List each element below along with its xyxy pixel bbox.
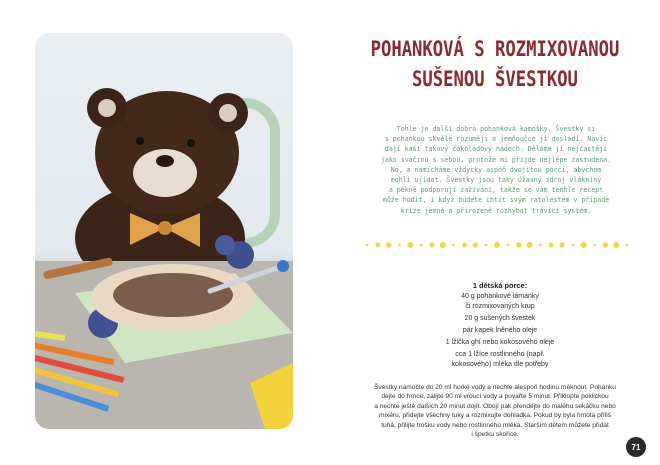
decorative-dot <box>516 242 521 247</box>
decorative-dot <box>506 244 509 247</box>
intro-line: s pohankou skvěle rozumějí a jemňoučce ji dosladí. Navíc <box>384 135 608 144</box>
bear-eye-right <box>187 139 195 147</box>
bear-eye-left <box>136 137 144 145</box>
decorative-dot <box>375 243 380 248</box>
recipe-title-line: SUŠENOU ŠVESTKOU <box>412 67 578 91</box>
recipe-title-line: POHANKOVÁ S ROZMIXOVANOU <box>370 37 620 61</box>
decorative-dot <box>527 242 533 248</box>
decorative-dot <box>593 244 596 247</box>
recipe-photo <box>35 33 293 429</box>
decorative-dot <box>613 242 619 248</box>
bow-knot <box>158 221 172 235</box>
decorative-dot <box>462 243 467 248</box>
decorative-dot <box>626 244 629 247</box>
decorative-dot <box>407 242 413 248</box>
bear-ear-inner-left <box>98 99 116 117</box>
intro-line: dají kaši takový čokoládový nádech. Děláme ji nejčastěji <box>384 145 608 154</box>
decorative-dot <box>420 244 423 247</box>
ingredient-line: 40 g pohankové lámanky <box>461 293 539 300</box>
decorative-dot <box>452 244 455 247</box>
intro-line: a pěkně podporují zažívání, takže se vám tenhle recept <box>388 186 604 195</box>
intro-line: mohli ujídat. Švestky jsou taky úžasný zdroj vlákniny <box>390 176 602 185</box>
method-line: mixéru, přidejte všechny tuky a rozmixujte dohladka. Pokud by byla hmota příliš <box>379 412 611 420</box>
ingredient-item <box>400 326 600 336</box>
intro-line: může hodit, i když budete chtít svým ratolestem v případě <box>382 196 610 205</box>
method-paragraph <box>350 383 640 439</box>
method-line: i špetku skořice. <box>471 431 519 439</box>
decorative-dot <box>581 242 587 248</box>
spoon-handle <box>277 260 289 272</box>
intro-line: jako svačinu s sebou, protože mi přijde nejlépe zastudena. <box>380 155 612 164</box>
plum-2 <box>215 235 235 255</box>
decorative-dot <box>549 243 554 248</box>
decorative-dot <box>539 244 542 247</box>
decorative-dot <box>603 242 608 247</box>
recipe-photo-illustration <box>35 33 293 429</box>
ingredient-line: kokosového) mléka dle potřeby <box>451 360 549 368</box>
decorative-dot <box>366 244 369 247</box>
decorative-dot <box>571 244 574 247</box>
decorative-dot <box>494 242 500 248</box>
porridge <box>113 273 233 317</box>
decorative-dot <box>398 244 401 247</box>
bear-ear-inner-right <box>219 104 237 122</box>
decorative-dot <box>485 244 488 247</box>
ingredient-line: cca 1 lžíce rostlinného (např. <box>455 351 545 359</box>
recipe-title <box>360 34 631 94</box>
decorative-dot <box>473 242 478 247</box>
intro-line: No, a namícháme vždycky aspoň dvojitou porci, abychom <box>390 165 602 174</box>
ingredient-line: 20 g sušených švestek <box>464 314 536 322</box>
ingredient-list <box>400 292 600 372</box>
ingredient-item <box>400 350 600 369</box>
ingredient-line: či rozmixovaných krup <box>465 302 535 310</box>
decorative-dot <box>440 242 446 248</box>
ingredient-item <box>400 314 600 324</box>
bear-nose <box>156 155 174 167</box>
ingredient-line: 1 lžička ghí nebo kokosového oleje <box>445 339 555 347</box>
decorative-dot <box>386 242 391 247</box>
portion-heading: 1 dětská porce: <box>472 281 528 290</box>
method-line: a nechte ještě dalších 20 minut dojít. Obojí pak přendejte do malého sekáčku nebo <box>374 402 616 410</box>
method-line: Švestky namočte do 20 ml horké vody a nechte alespoň hodinu měknout. Pohanku <box>374 384 616 391</box>
ingredient-line: pár kapek lněného oleje <box>462 326 538 334</box>
intro-paragraph <box>362 124 630 216</box>
decorative-dot <box>429 242 434 247</box>
page-number-badge: 71 <box>626 437 646 457</box>
method-line: tuhá, přilijte trošku vody nebo rostlinného mléka. Starším dětem můžete přidat <box>381 421 609 429</box>
intro-line: Tohle je další dobrá pohanková kamošky. Švestky si <box>396 125 596 133</box>
decorative-dot <box>559 242 564 247</box>
intro-line: krize jemně a přirozeně rozhýbat trávicí systém. <box>400 206 592 215</box>
decorative-dot-row <box>362 238 632 252</box>
method-line: dejte do hrnce, zalijte 90 ml vroucí vody a povařte 5 minut. Přiklopte pokličkou <box>381 393 609 401</box>
ingredient-item <box>400 338 600 348</box>
ingredient-item <box>400 292 600 311</box>
